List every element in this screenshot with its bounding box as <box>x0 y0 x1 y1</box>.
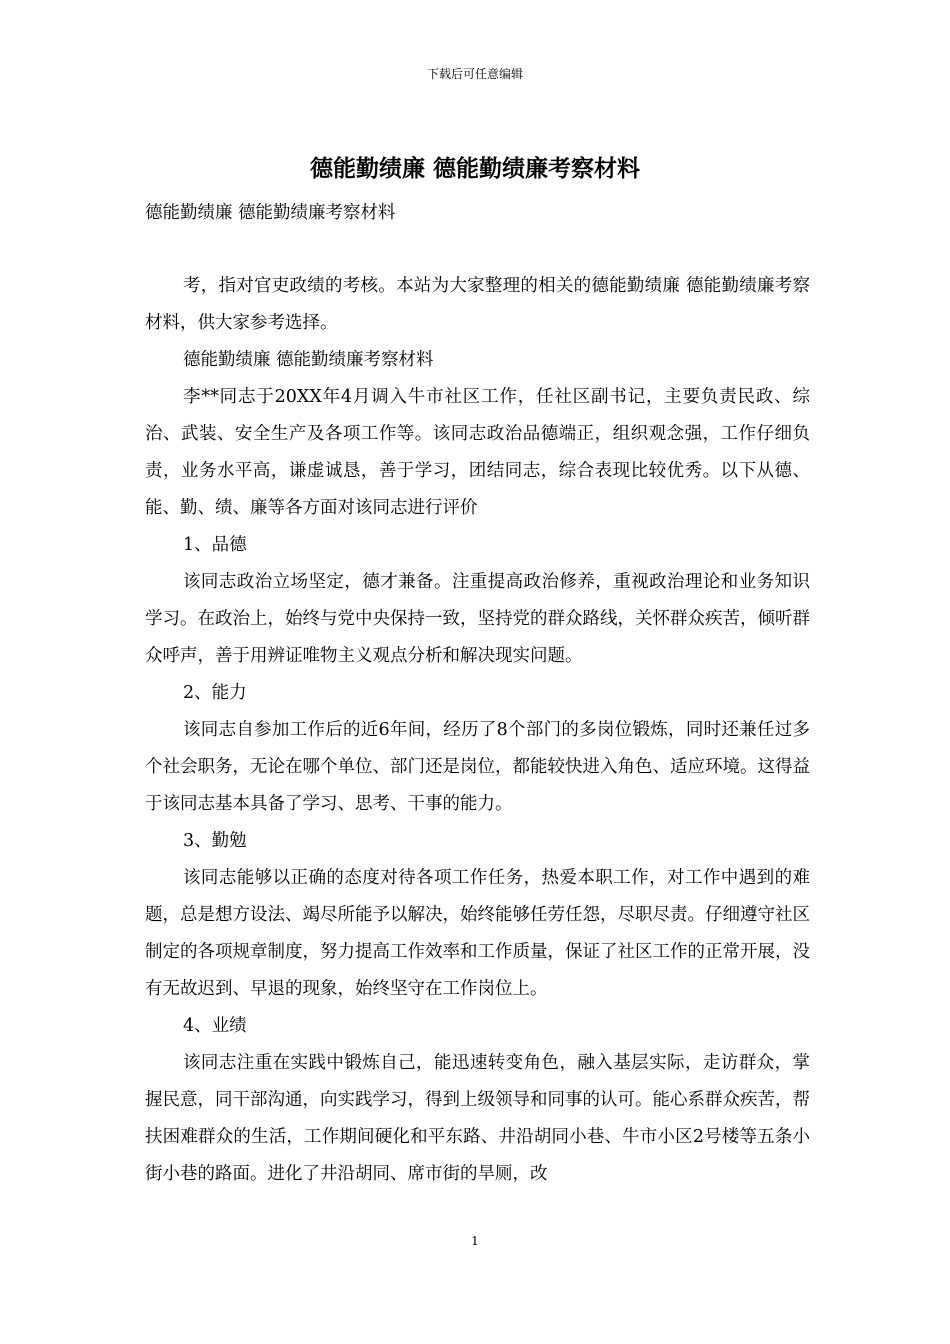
document-subtitle: 德能勤绩廉 德能勤绩廉考察材料 <box>145 203 396 223</box>
section-heading-character: 1、品德 <box>183 535 247 555</box>
section-heading-ability: 2、能力 <box>183 683 247 703</box>
document-body <box>145 268 810 1193</box>
section-heading-performance: 4、业绩 <box>183 1016 247 1036</box>
paragraph-intro: 考，指对官吏政绩的考核。本站为大家整理的相关的德能勤绩廉 德能勤绩廉考察材料，供大家参考选择。 <box>145 276 810 333</box>
paragraph-diligence: 该同志能够以正确的态度对待各项工作任务，热爱本职工作，对工作中遇到的难题，总是想方设法、竭尽所能予以解决，始终能够任劳任怨，尽职尽责。仔细遵守社区制定的各项规章制度，努力提高工作效率和工作质量，保证了社区工作的正常开展，没有无故迟到、早退的现象，始终坚守在工作岗位上。 <box>145 868 810 999</box>
paragraph-character: 该同志政治立场坚定，德才兼备。注重提高政治修养，重视政治理论和业务知识学习。在政治上，始终与党中央保持一致，坚持党的群众路线，关怀群众疾苦，倾听群众呼声，善于用辨证唯物主义观点分析和解决现实问题。 <box>145 572 810 666</box>
document-title: 德能勤绩廉 德能勤绩廉考察材料 <box>309 155 640 182</box>
paragraph-performance: 该同志注重在实践中锻炼自己，能迅速转变角色，融入基层实际，走访群众，掌握民意，同干部沟通，向实践学习，得到上级领导和同事的认可。能心系群众疾苦，帮扶困难群众的生活，工作期间硬化和平东路、井沿胡同小巷、牛市小区2号楼等五条小街小巷的路面。进化了井沿胡同、席市街的旱厕，改 <box>145 1053 810 1184</box>
paragraph-ability: 该同志自参加工作后的近6年间，经历了8个部门的多岗位锻炼，同时还兼任过多个社会职务，无论在哪个单位、部门还是岗位，都能较快进入角色、适应环境。这得益于该同志基本具备了学习、思考、干事的能力。 <box>145 720 810 814</box>
paragraph-heading-repeat: 德能勤绩廉 德能勤绩廉考察材料 <box>183 350 434 370</box>
section-heading-diligence: 3、勤勉 <box>183 831 247 851</box>
page-number: 1 <box>471 1234 479 1248</box>
header-note: 下载后可任意编辑 <box>426 67 523 81</box>
paragraph-summary: 李**同志于20XX年4月调入牛市社区工作，任社区副书记，主要负责民政、综治、武装、安全生产及各项工作等。该同志政治品德端正，组织观念强，工作仔细负责，业务水平高，谦虚诚恳，善于学习，团结同志，综合表现比较优秀。以下从德、能、勤、绩、廉等各方面对该同志进行评价 <box>145 387 810 518</box>
